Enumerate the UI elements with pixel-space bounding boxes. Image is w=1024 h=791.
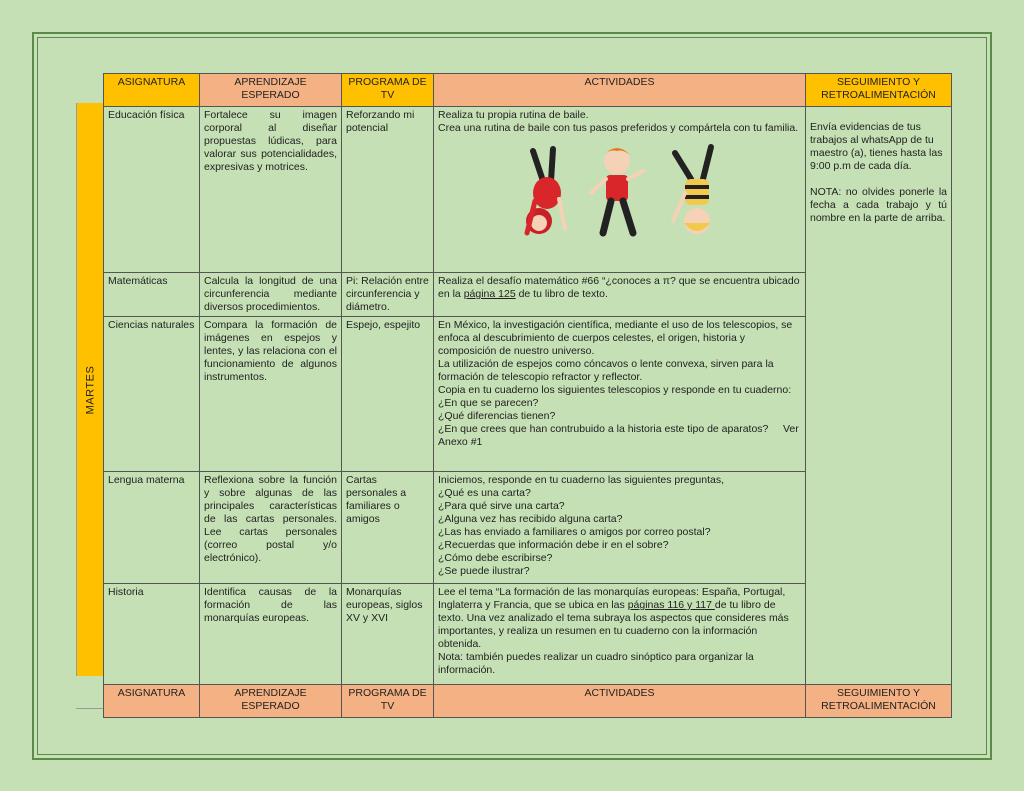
cell-aprendizaje: Calcula la longitud de una circunferencia mediante diversos procedimientos. — [200, 273, 342, 317]
activity-line: ¿Alguna vez has recibido alguna carta? — [438, 513, 623, 525]
activity-line: ¿Las has enviado a familiares o amigos por correo postal? — [438, 526, 711, 538]
cell-asignatura: Lengua materna — [104, 472, 200, 584]
cell-actividades — [434, 107, 806, 273]
cell-programa: Cartas personales a familiares o amigos — [342, 472, 434, 584]
cell-programa: Pi: Relación entre circunferencia y diámetro. — [342, 273, 434, 317]
header-seguimiento: SEGUIMIENTO Y RETROALIMENTACIÓN — [806, 74, 952, 107]
activity-text: Lee el tema “La formación de las monarquías europeas: España, Portugal, Inglaterra y Francia, que se ubica en las — [438, 586, 786, 611]
day-label-bar — [76, 103, 104, 676]
footer-row — [104, 685, 952, 718]
cell-programa: Espejo, espejito — [342, 317, 434, 472]
header-aprendizaje: APRENDIZAJE ESPERADO — [200, 74, 342, 107]
header-actividades: ACTIVIDADES — [434, 74, 806, 107]
cell-asignatura: Educación física — [104, 107, 200, 273]
header-asignatura: ASIGNATURA — [104, 74, 200, 107]
activity-text: de tu libro de texto. — [515, 288, 608, 300]
footer-programa: PROGRAMA DE TV — [342, 685, 434, 718]
cell-aprendizaje: Fortalece su imagen corporal al diseñar propuestas lúdicas, para valorar sus potencialidades, expresivas y motrices. — [200, 107, 342, 273]
schedule-table — [103, 73, 952, 718]
activity-text: Realiza el desafío matemático #66 “¿conoces a π? que se encuentra ubicado en la — [438, 275, 800, 300]
activity-note: Nota: también puedes realizar un cuadro sinóptico para organizar la información. — [438, 651, 754, 676]
activity-line: ¿Qué es una carta? — [438, 487, 531, 499]
activity-line: ¿Recuerdas que información debe ir en el sobre? — [438, 539, 669, 551]
activity-line: ¿Para qué sirve una carta? — [438, 500, 565, 512]
activity-text: de tu libro de texto. Una vez analizado el tema subraya los aspectos que consideres más importantes, y realiza un resumen en tu cuaderno con la información obtenida. — [438, 599, 789, 650]
dancing-kids-icon — [505, 141, 735, 241]
cell-asignatura: Matemáticas — [104, 273, 200, 317]
activity-line: Crea una rutina de baile con tus pasos preferidos y compártela con tu familia. — [438, 122, 799, 134]
activity-line: ¿Qué diferencias tienen? — [438, 410, 556, 422]
cell-actividades — [434, 273, 806, 317]
activity-line: ¿En que se parecen? — [438, 397, 539, 409]
cell-actividades — [434, 472, 806, 584]
cell-seguimiento — [806, 107, 952, 685]
activity-line: ¿Se puede ilustrar? — [438, 565, 530, 577]
table-row — [104, 107, 952, 273]
cell-programa: Reforzando mi potencial — [342, 107, 434, 273]
cell-aprendizaje: Identifica causas de la formación de las monarquías europeas. — [200, 584, 342, 685]
activity-line: ¿Cómo debe escribirse? — [438, 552, 553, 564]
activity-line: Iniciemos, responde en tu cuaderno las siguientes preguntas, — [438, 474, 725, 486]
cell-actividades — [434, 584, 806, 685]
activity-line: La utilización de espejos como cóncavos o lente convexa, sirven para la formación de telescopio refractor y reflector. — [438, 358, 774, 383]
cell-aprendizaje: Reflexiona sobre la función y sobre algunas de las principales características de las cartas personales. Lee cartas personales (correo postal y/o electrónico). — [200, 472, 342, 584]
cell-actividades — [434, 317, 806, 472]
page-reference: página 125 — [463, 288, 516, 300]
footer-asignatura: ASIGNATURA — [104, 685, 200, 718]
page-reference: páginas 116 y 117 — [627, 599, 715, 611]
cell-aprendizaje: Compara la formación de imágenes en espejos y lentes, y las relaciona con el funcionamiento de algunos instrumentos. — [200, 317, 342, 472]
dancing-kids-illustration — [438, 141, 801, 241]
cell-asignatura: Ciencias naturales — [104, 317, 200, 472]
activity-line: En México, la investigación científica, mediante el uso de los telescopios, se enfoca al descubrimiento de cuerpos celestes, el origen, historia y composición de nuestro universo. — [438, 319, 793, 357]
cell-programa: Monarquías europeas, siglos XV y XVI — [342, 584, 434, 685]
activity-line: Copia en tu cuaderno los siguientes telescopios y responde en tu cuaderno: — [438, 384, 792, 396]
footer-seguimiento: SEGUIMIENTO Y RETROALIMENTACIÓN — [806, 685, 952, 718]
activity-line: Realiza tu propia rutina de baile. — [438, 109, 589, 121]
cell-asignatura: Historia — [104, 584, 200, 685]
header-programa: PROGRAMA DE TV — [342, 74, 434, 107]
seguimiento-text-1: Envía evidencias de tus trabajos al whatsApp de tu maestro (a), tienes hasta las 9:00 p.m de cada día. — [810, 121, 943, 172]
header-row — [104, 74, 952, 107]
footer-spacer — [76, 676, 103, 709]
day-label: MARTES — [84, 365, 97, 414]
seguimiento-text-2: NOTA: no olvides ponerle la fecha a cada trabajo y tú nombre en la parte de arriba. — [810, 186, 947, 224]
footer-actividades: ACTIVIDADES — [434, 685, 806, 718]
activity-line: ¿En que crees que han contrubuido a la historia este tipo de aparatos? Ver Anexo #1 — [438, 423, 802, 448]
footer-aprendizaje: APRENDIZAJE ESPERADO — [200, 685, 342, 718]
